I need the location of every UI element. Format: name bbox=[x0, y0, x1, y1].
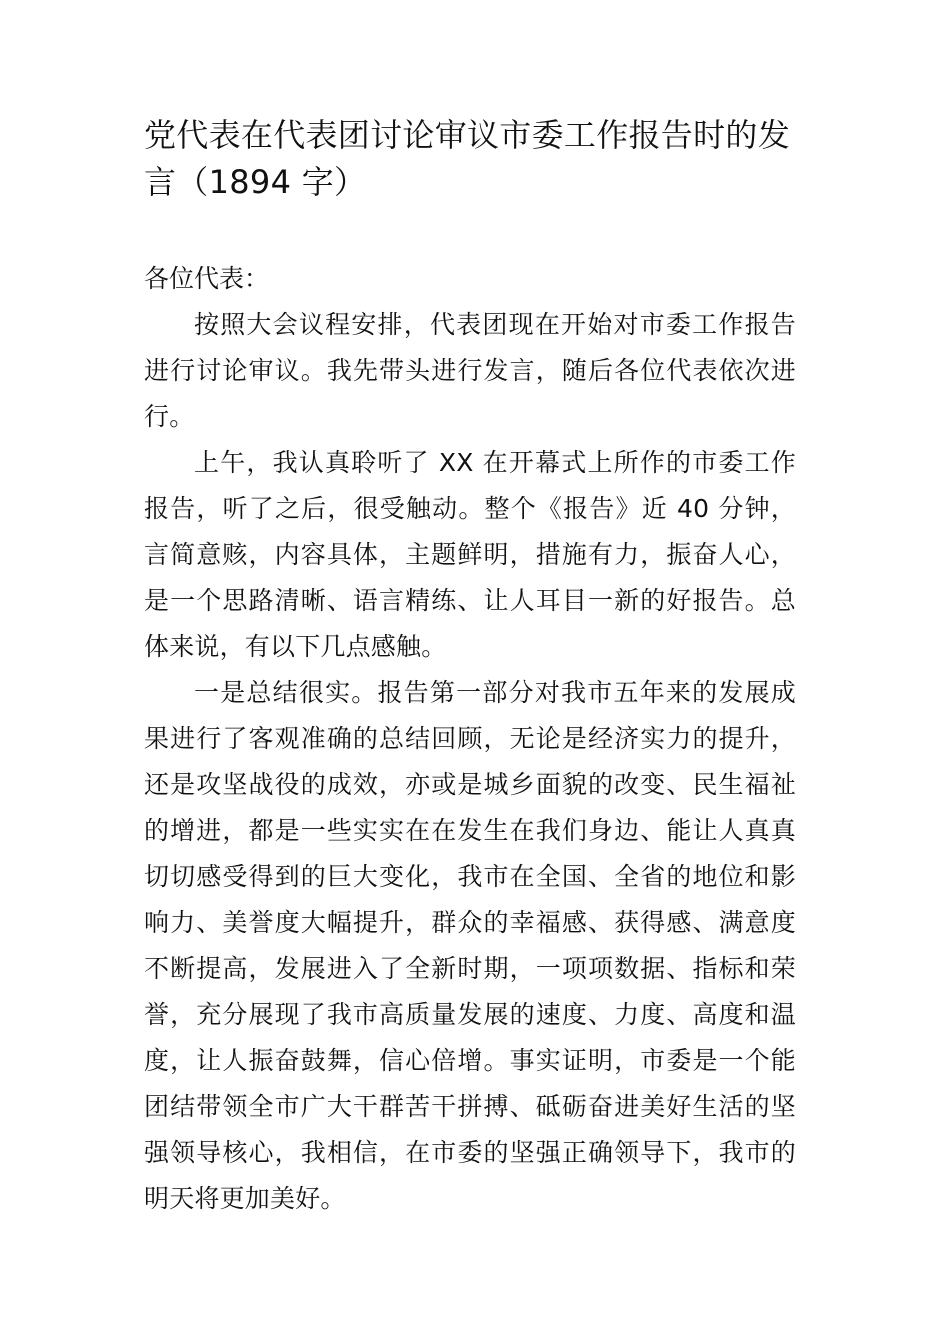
paragraph-impression: 上午，我认真聆听了 XX 在开幕式上所作的市委工作报告，听了之后，很受触动。整个《报告》近 40 分钟，言简意赅，内容具体，主题鲜明，措施有力，振奋人心，是一个思路清晰、语言精练、让人耳目一新的好报告。总体来说，有以下几点感触。 bbox=[144, 448, 796, 661]
salutation: 各位代表： bbox=[144, 264, 270, 293]
paragraph-summary-point: 一是总结很实。报告第一部分对我市五年来的发展成果进行了客观准确的总结回顾，无论是经济实力的提升，还是攻坚战役的成效，亦或是城乡面貌的改变、民生福祉的增进，都是一些实实在在发生在我们身边、能让人真真切切感受得到的巨大变化，我市在全国、全省的地位和影响力、美誉度大幅提升，群众的幸福感、获得感、满意度不断提高，发展进入了全新时期，一项项数据、指标和荣誉，充分展现了我市高质量发展的速度、力度、高度和温度，让人振奋鼓舞，信心倍增。事实证明，市委是一个能团结带领全市广大干群苦干拼搏、砥砺奋进美好生活的坚强领导核心，我相信，在市委的坚强正确领导下，我市的明天将更加美好。 bbox=[144, 678, 796, 1213]
document-page bbox=[144, 112, 796, 1222]
document-title: 党代表在代表团讨论审议市委工作报告时的发言（1894 字） bbox=[144, 116, 791, 201]
paragraph-agenda: 按照大会议程安排，代表团现在开始对市委工作报告进行讨论审议。我先带头进行发言，随后各位代表依次进行。 bbox=[144, 310, 796, 431]
